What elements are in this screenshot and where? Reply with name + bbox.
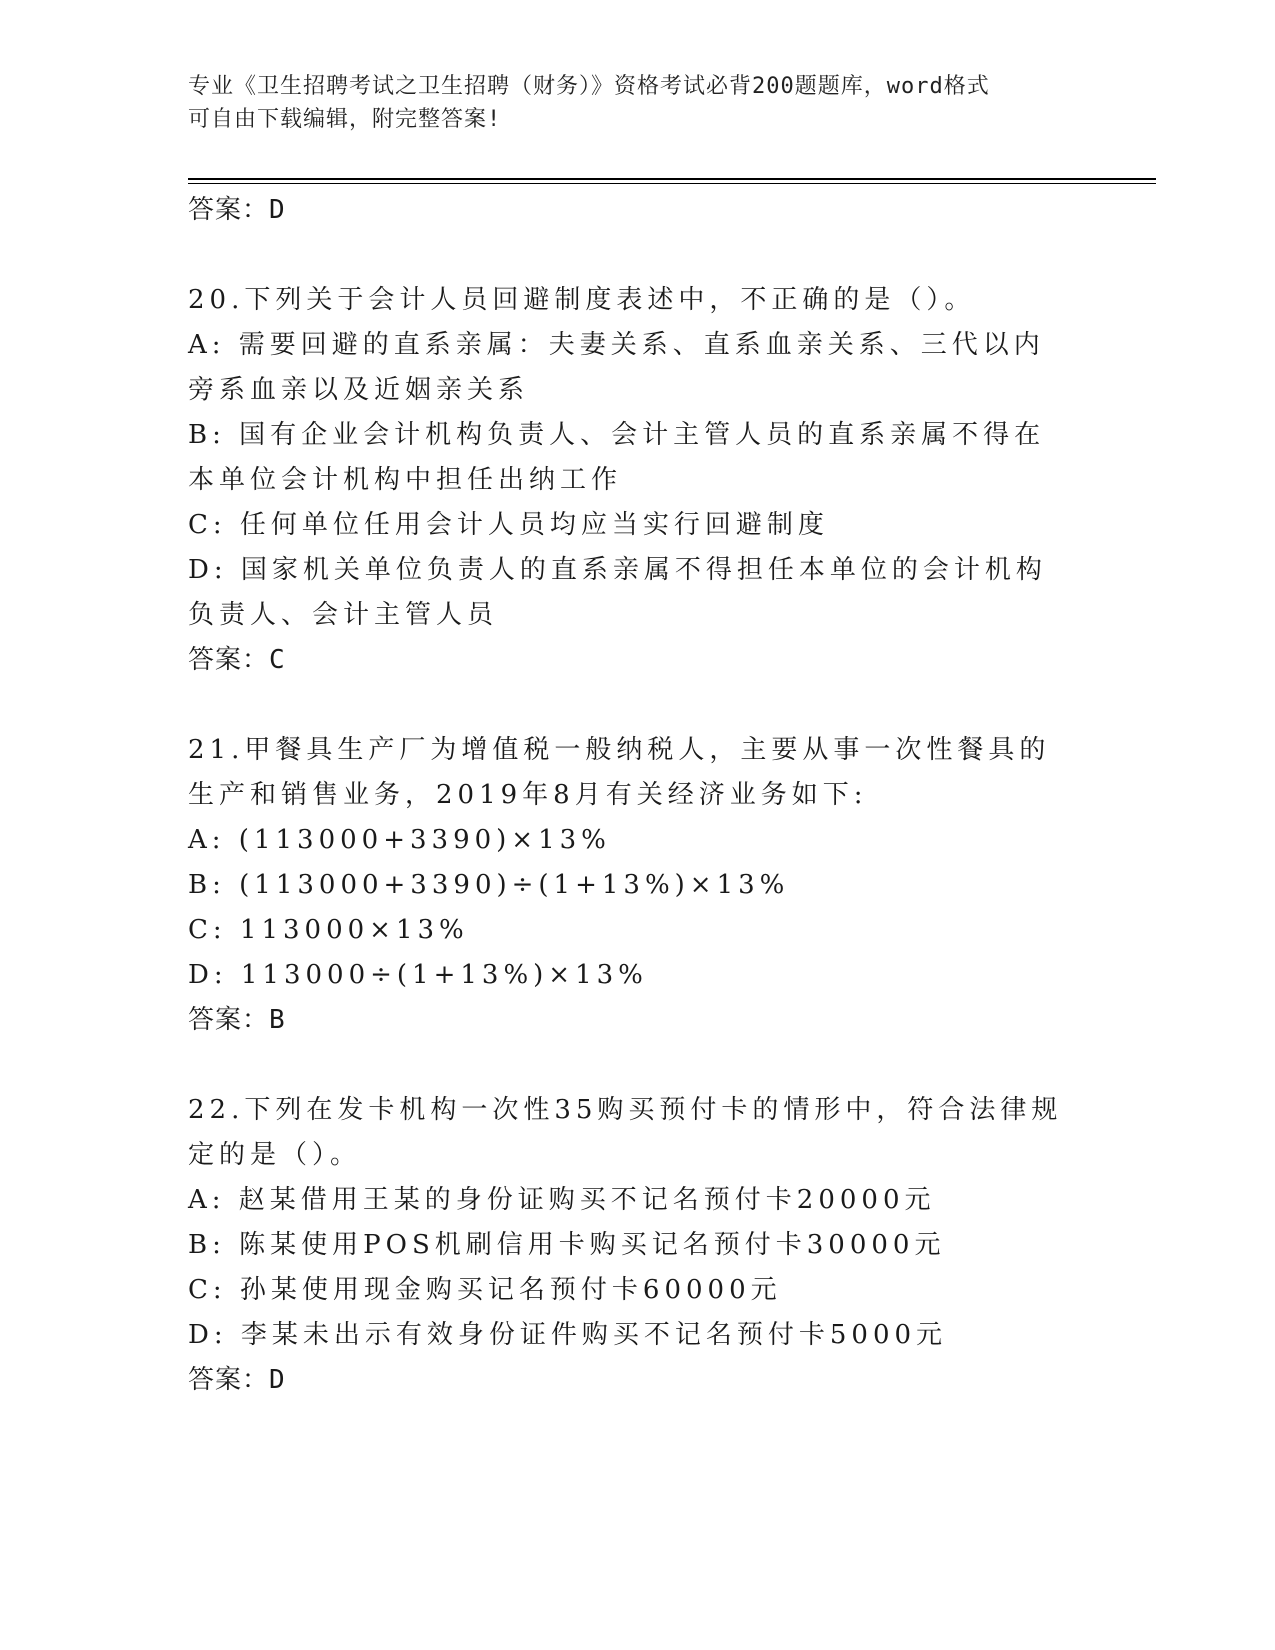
question-stem: 21.甲餐具生产厂为增值税一般纳税人，主要从事一次性餐具的生产和销售业务，2019年8月有关经济业务如下: bbox=[188, 735, 1051, 810]
option-d: D: 国家机关单位负责人的直系亲属不得担任本单位的会计机构负责人、会计主管人员 bbox=[188, 555, 1047, 630]
option-c: C: 113000×13% bbox=[188, 915, 469, 945]
option-a: A: (113000+3390)×13% bbox=[188, 825, 611, 855]
header-line-2: 可自由下载编辑，附完整答案! bbox=[188, 107, 502, 132]
option-d: D: 李某未出示有效身份证件购买不记名预付卡5000元 bbox=[188, 1320, 948, 1350]
answer-line: 答案：D bbox=[188, 195, 286, 225]
option-b: B: 国有企业会计机构负责人、会计主管人员的直系亲属不得在本单位会计机构中担任出纳工作 bbox=[188, 420, 1046, 495]
option-b: B: (113000+3390)÷(1+13%)×13% bbox=[188, 870, 790, 900]
option-d: D: 113000÷(1+13%)×13% bbox=[188, 960, 648, 990]
question-stem: 20.下列关于会计人员回避制度表述中，不正确的是（）。 bbox=[188, 285, 976, 315]
question-stem: 22.下列在发卡机构一次性35购买预付卡的情形中，符合法律规定的是（）。 bbox=[188, 1095, 1063, 1170]
question-22 bbox=[188, 1088, 1073, 1403]
answer-line: 答案：B bbox=[188, 1005, 286, 1035]
header-rule-thick bbox=[188, 178, 1156, 180]
option-c: C: 孙某使用现金购买记名预付卡60000元 bbox=[188, 1275, 782, 1305]
answer-line: 答案：D bbox=[188, 1365, 286, 1395]
document-header bbox=[188, 70, 1068, 136]
option-a: A: 需要回避的直系亲属：夫妻关系、直系血亲关系、三代以内旁系血亲以及近姻亲关系 bbox=[188, 330, 1045, 405]
header-line-1: 专业《卫生招聘考试之卫生招聘（财务）》资格考试必背200题题库，word格式 bbox=[188, 74, 990, 99]
option-c: C: 任何单位任用会计人员均应当实行回避制度 bbox=[188, 510, 829, 540]
answer-line: 答案：C bbox=[188, 645, 286, 675]
question-21 bbox=[188, 728, 1073, 1043]
document-body bbox=[188, 188, 1073, 1403]
question-20 bbox=[188, 278, 1073, 683]
header-rule-thin bbox=[188, 183, 1156, 184]
option-a: A: 赵某借用王某的身份证购买不记名预付卡20000元 bbox=[188, 1185, 936, 1215]
option-b: B: 陈某使用POS机刷信用卡购买记名预付卡30000元 bbox=[188, 1230, 946, 1260]
